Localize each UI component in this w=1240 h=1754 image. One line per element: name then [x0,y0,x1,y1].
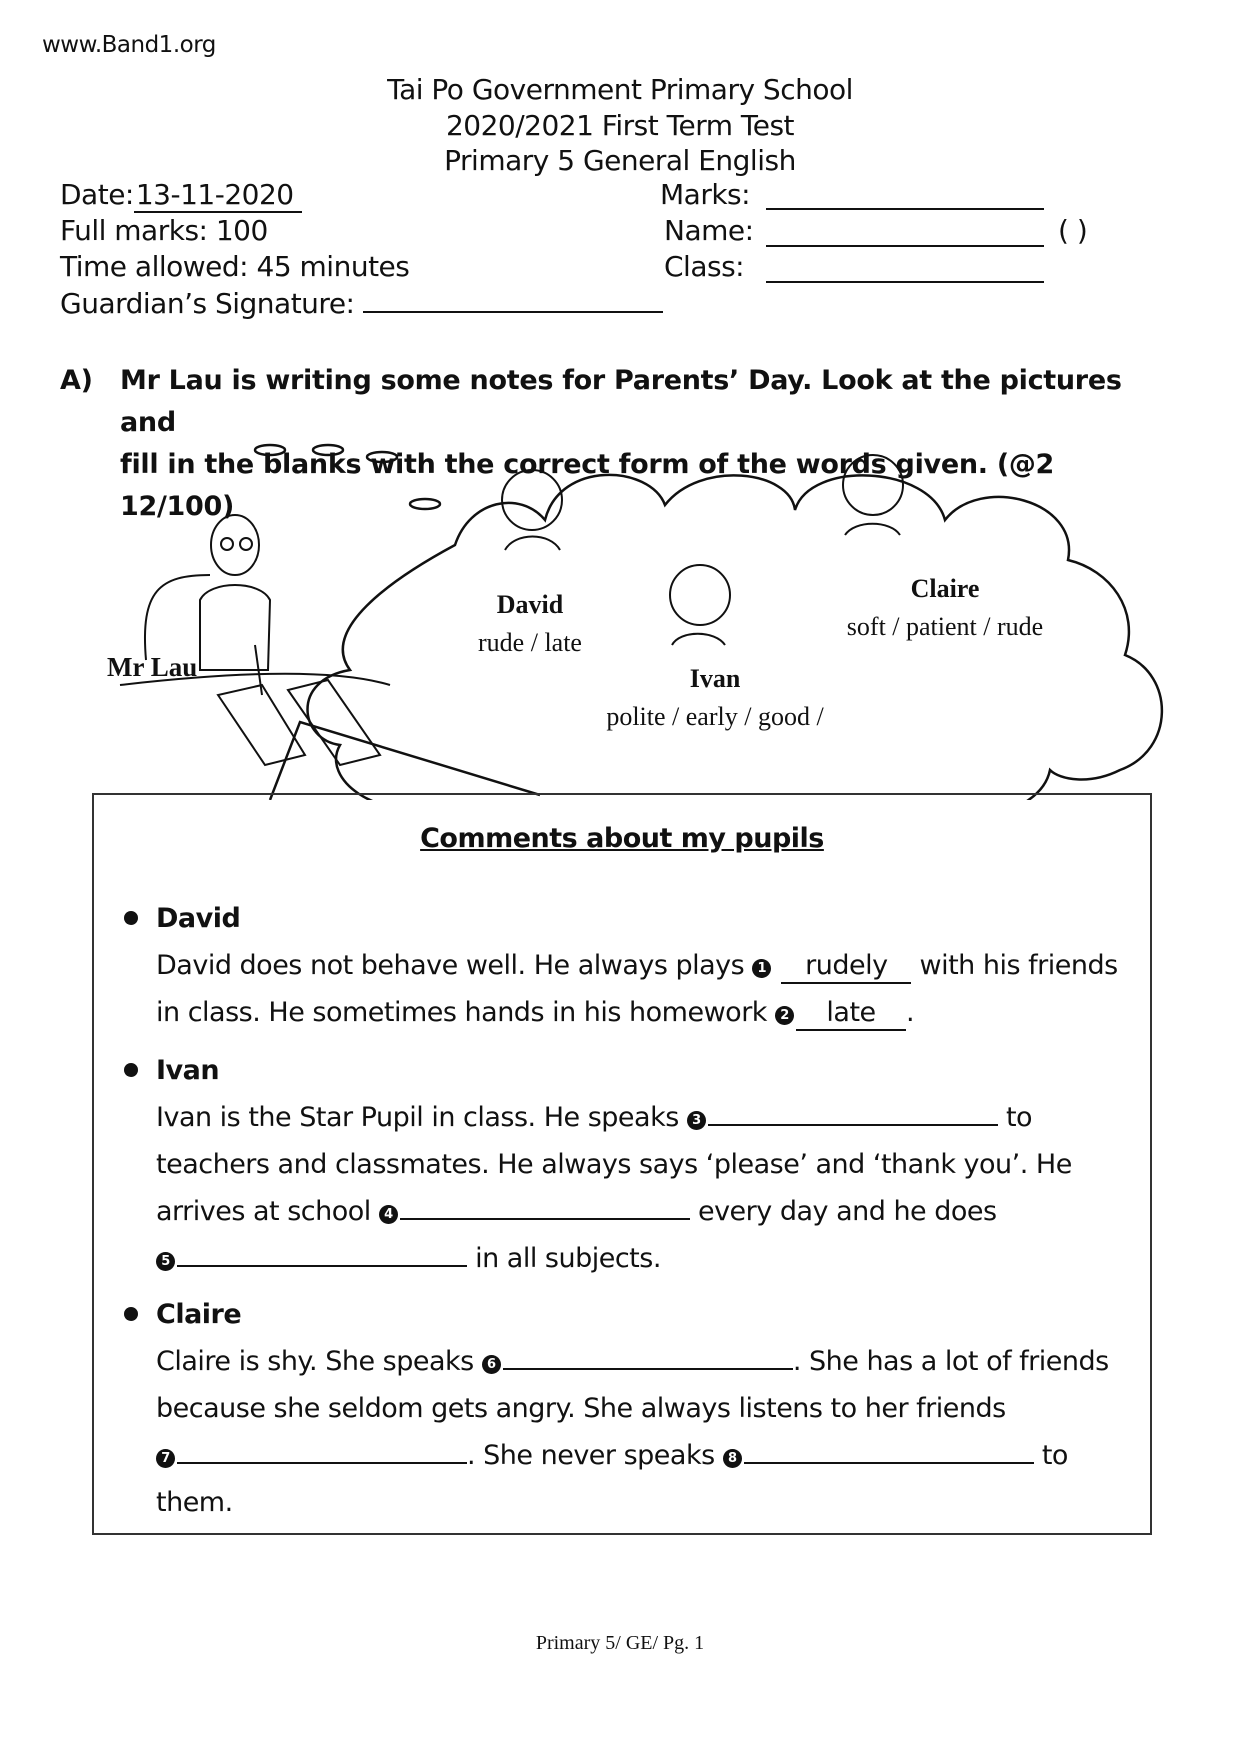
name-line[interactable] [766,245,1044,247]
ivan-comment [124,1047,1134,1282]
question-line-1: Mr Lau is writing some notes for Parents’ Day. Look at the pictures and [120,365,1122,438]
blank-7[interactable] [177,1462,467,1464]
blank-8[interactable] [744,1462,1034,1464]
guardian-signature-field [60,287,663,320]
pupil-heading: Claire [156,1299,242,1330]
pupil-claire-words [830,570,1060,646]
text: in all subjects. [467,1243,661,1274]
david-comment [124,895,1134,1036]
pupil-name: Ivan [689,664,741,693]
number-4-icon: 4 [379,1205,398,1224]
bullet-icon [124,911,138,925]
text: because she seldom gets angry. She always listens to her friends [156,1393,1006,1424]
blank-2[interactable]: late [796,997,906,1031]
blank-5[interactable] [177,1265,467,1267]
marks-line[interactable] [766,208,1044,210]
number-2-icon: 2 [775,1006,794,1025]
question-label: A) [60,365,93,396]
pupil-word-choices: rude / late [478,628,582,657]
pupil-heading: Ivan [156,1055,220,1086]
date-label: Date: [60,178,134,211]
pupil-david-words [470,586,590,662]
text: to [1033,1440,1068,1471]
bullet-icon [124,1063,138,1077]
text: every day and he does [689,1196,997,1227]
pupil-heading: David [156,903,241,934]
comments-box [92,793,1152,1535]
text: in class. He sometimes hands in his homework [156,997,776,1028]
pupil-ivan-words [590,660,840,736]
watermark: www.Band1.org [42,32,216,58]
text: Ivan is the Star Pupil in class. He speaks [156,1102,687,1133]
text: them. [156,1487,233,1518]
blank-6[interactable] [503,1368,793,1370]
class-line[interactable] [766,281,1044,283]
text: . [906,997,915,1028]
class-label: Class: [664,250,745,283]
bullet-icon [124,1307,138,1321]
text: arrives at school [156,1196,379,1227]
pupil-word-choices: soft / patient / rude [846,612,1044,641]
date-value: 13-11-2020 [134,178,302,213]
number-7-icon: 7 [156,1449,175,1468]
test-name: 2020/2021 First Term Test [445,109,795,142]
pupil-word-choices: polite / early / good / [606,702,824,731]
date-field [60,178,302,211]
comments-title: Comments about my pupils [420,823,824,854]
guardian-signature-line[interactable] [363,310,663,313]
time-allowed: Time allowed: 45 minutes [60,250,410,283]
blank-1[interactable]: rudely [781,950,911,984]
claire-comment [124,1291,1134,1526]
subject: Primary 5 General English [444,144,796,177]
teacher-figure [120,515,390,765]
school-name: Tai Po Government Primary School [387,73,853,106]
pupil-name: David [496,590,564,619]
number-8-icon: 8 [723,1449,742,1468]
marks-label: Marks: [660,178,751,211]
text: David does not behave well. He always plays [156,950,753,981]
name-label: Name: [664,214,754,247]
text: to [997,1102,1033,1133]
number-1-icon: 1 [752,959,771,978]
page-footer: Primary 5/ GE/ Pg. 1 [535,1632,705,1654]
pupil-name: Claire [910,574,980,603]
text: . She has a lot of friends [792,1346,1109,1377]
number-5-icon: 5 [156,1252,175,1271]
guardian-label: Guardian’s Signature: [60,287,355,320]
class-number-brackets[interactable]: ( ) [1058,214,1088,247]
question-line-2: fill in the blanks with the correct form of the words given. (@2 12/100) [120,449,1055,522]
blank-3[interactable] [708,1124,998,1126]
full-marks: Full marks: 100 [60,214,268,247]
text: with his friends [911,950,1118,981]
text: teachers and classmates. He always says ‘please’ and ‘thank you’. He [156,1149,1072,1180]
text: Claire is shy. She speaks [156,1346,482,1377]
number-3-icon: 3 [687,1111,706,1130]
teacher-label: Mr Lau [107,652,198,682]
blank-4[interactable] [400,1218,690,1220]
text: . She never speaks [467,1440,723,1471]
number-6-icon: 6 [482,1355,501,1374]
